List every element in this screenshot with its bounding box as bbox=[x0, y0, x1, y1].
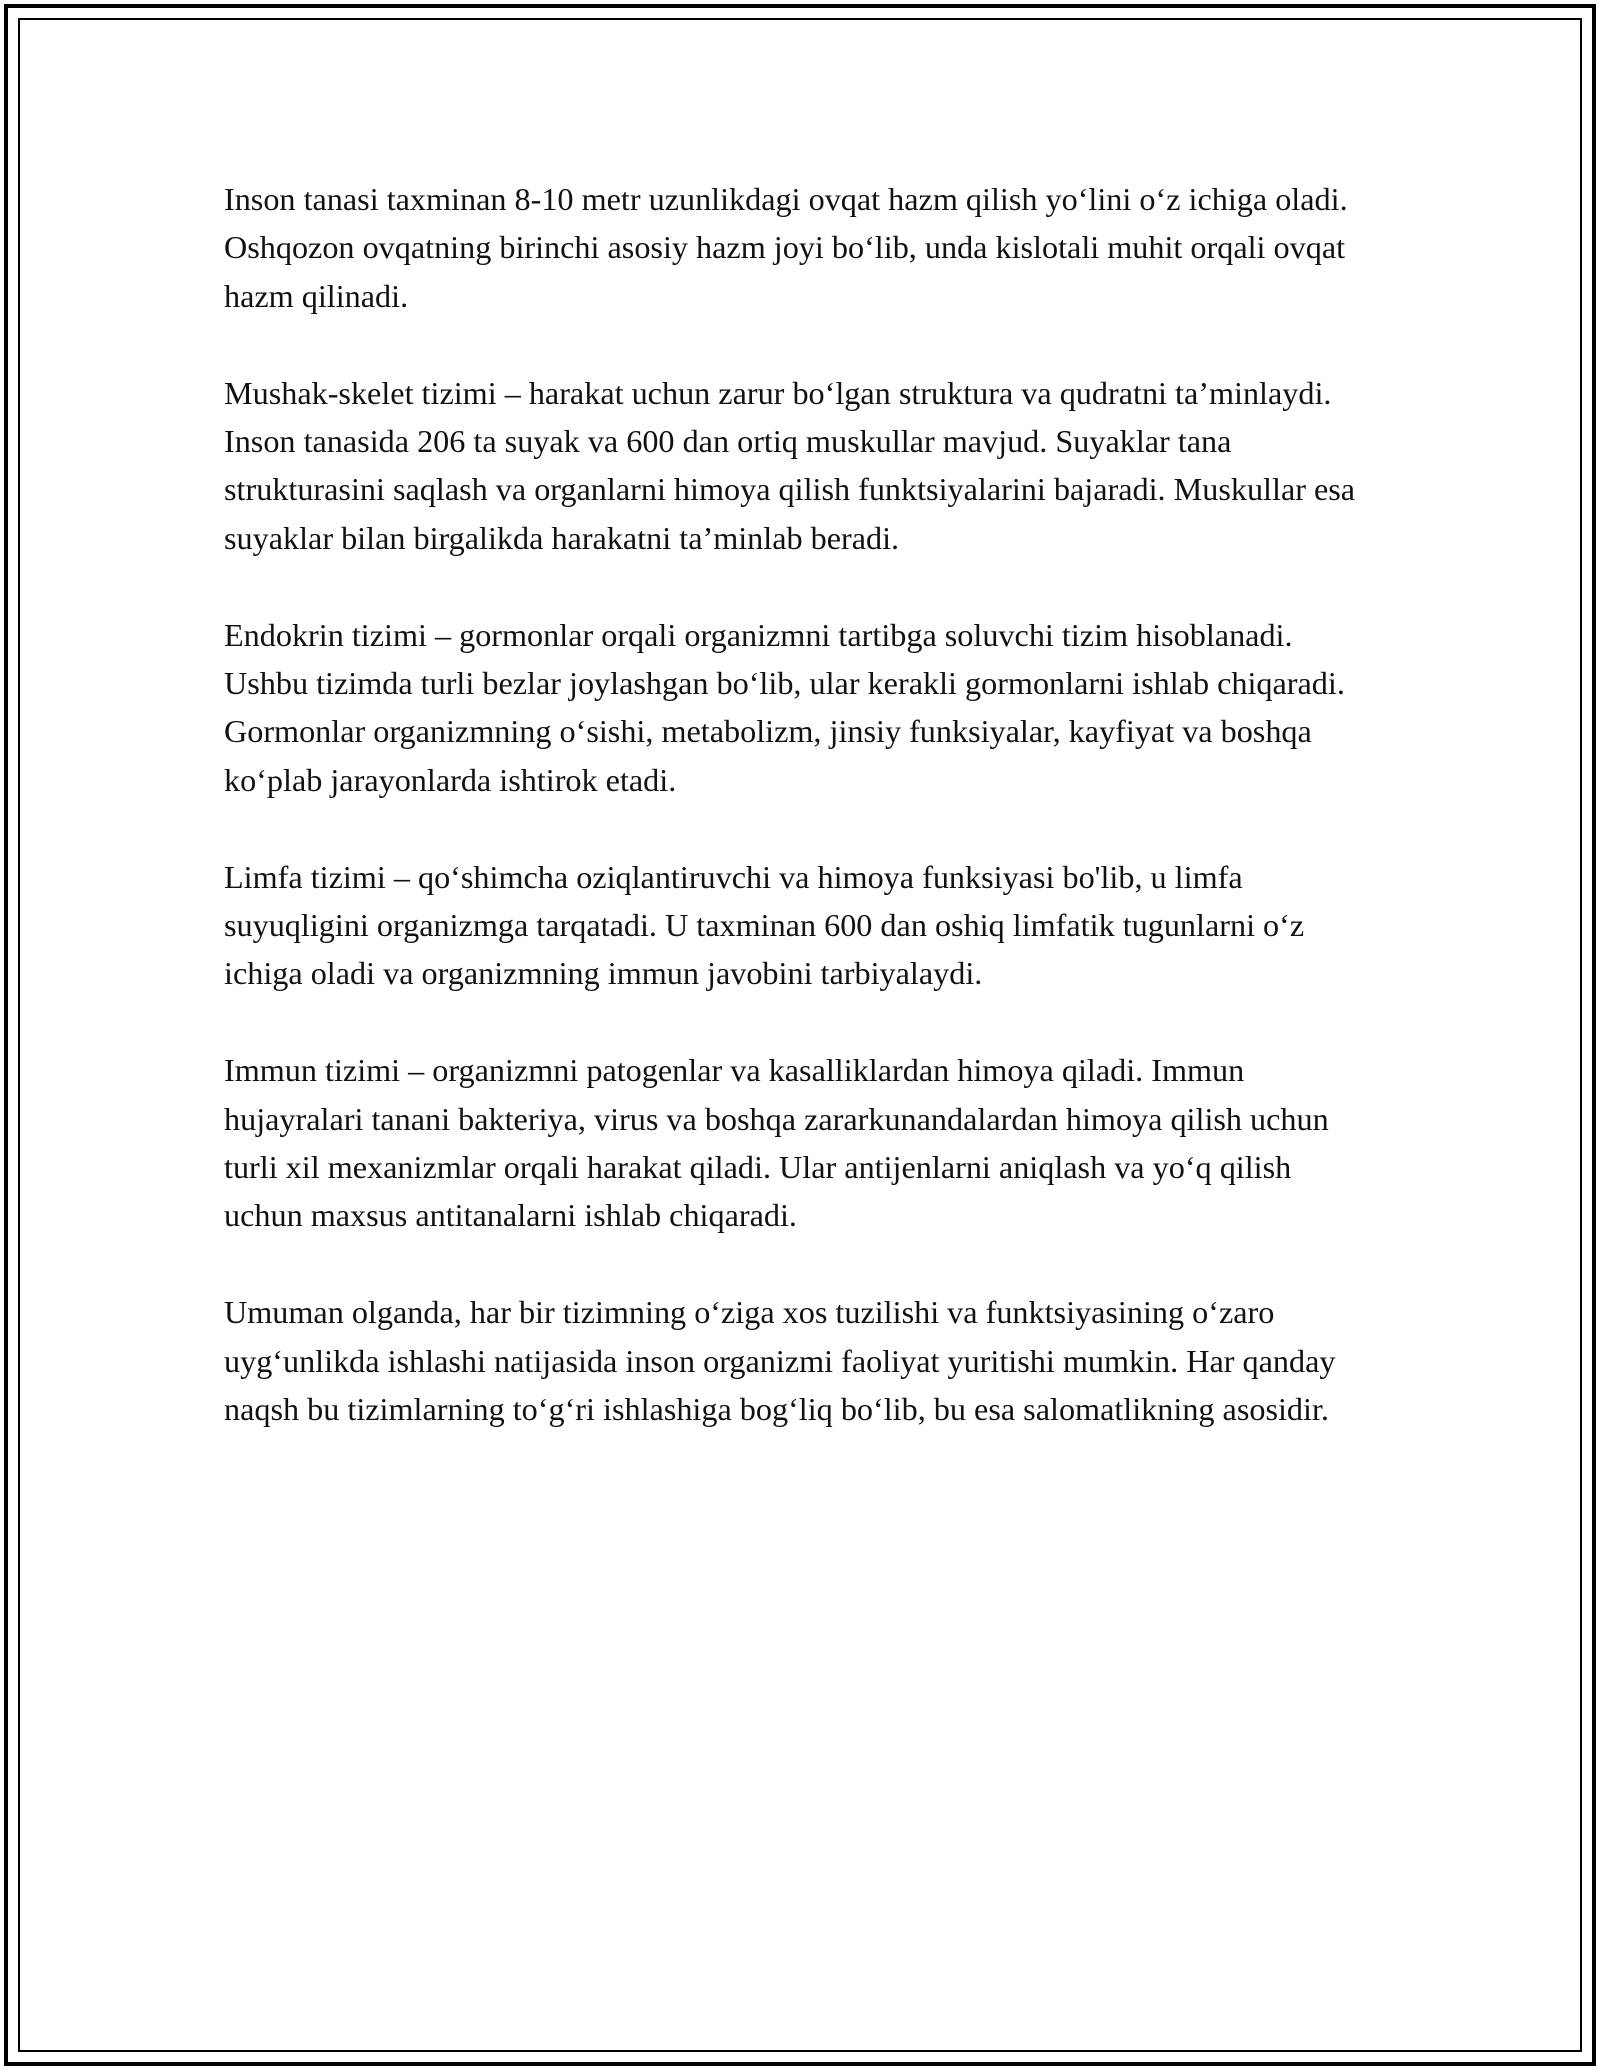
paragraph-lymphatic-system: Limfa tizimi – qo‘shimcha oziqlantiruvchi va himoya funksiyasi bo'lib, u limfa suyuqligini organizmga tarqatadi. U taxminan 600 dan oshiq limfatik tugunlarni o‘z ichiga oladi va organizmning immun javobini tarbiyalaydi. bbox=[224, 858, 1305, 992]
paragraph-immune-system: Immun tizimi – organizmni patogenlar va kasalliklardan himoya qiladi. Immun hujayralari tanani bakteriya, virus va boshqa zararkunandalardan himoya qilish uchun turli xil mexanizmlar orqali harakat qiladi. Ular antijenlarni aniqlash va yo‘q qilish uchun maxsus antitanalarni ishlab chiqaradi. bbox=[224, 1052, 1329, 1234]
document-body bbox=[224, 175, 1364, 1482]
paragraph-conclusion: Umuman olganda, har bir tizimning o‘ziga xos tuzilishi va funktsiyasining o‘zaro uyg‘unlikda ishlashi natijasida inson organizmi faoliyat yuritishi mumkin. Har qanday naqsh bu tizimlarning to‘g‘ri ishlashiga bog‘liq bo‘lib, bu esa salomatlikning asosidir. bbox=[224, 1294, 1336, 1428]
paragraph-musculoskeletal-system: Mushak-skelet tizimi – harakat uchun zarur bo‘lgan struktura va qudratni ta’minlaydi. Inson tanasida 206 ta suyak va 600 dan ortiq muskullar mavjud. Suyaklar tana strukturasini saqlash va organlarni himoya qilish funktsiyalarini bajaradi. Muskullar esa suyaklar bilan birgalikda harakatni ta’minlab beradi. bbox=[224, 374, 1356, 556]
paragraph-endocrine-system: Endokrin tizimi – gormonlar orqali organizmni tartibga soluvchi tizim hisoblanadi. Ushbu tizimda turli bezlar joylashgan bo‘lib, ular kerakli gormonlarni ishlab chiqaradi. Gormonlar organizmning o‘sishi, metabolizm, jinsiy funksiyalar, kayfiyat va boshqa ko‘plab jarayonlarda ishtirok etadi. bbox=[224, 616, 1345, 798]
paragraph-digestive-system: Inson tanasi taxminan 8-10 metr uzunlikdagi ovqat hazm qilish yo‘lini o‘z ichiga oladi. Oshqozon ovqatning birinchi asosiy hazm joyi bo‘lib, unda kislotali muhit orqali ovqat hazm qilinadi. bbox=[224, 181, 1348, 314]
